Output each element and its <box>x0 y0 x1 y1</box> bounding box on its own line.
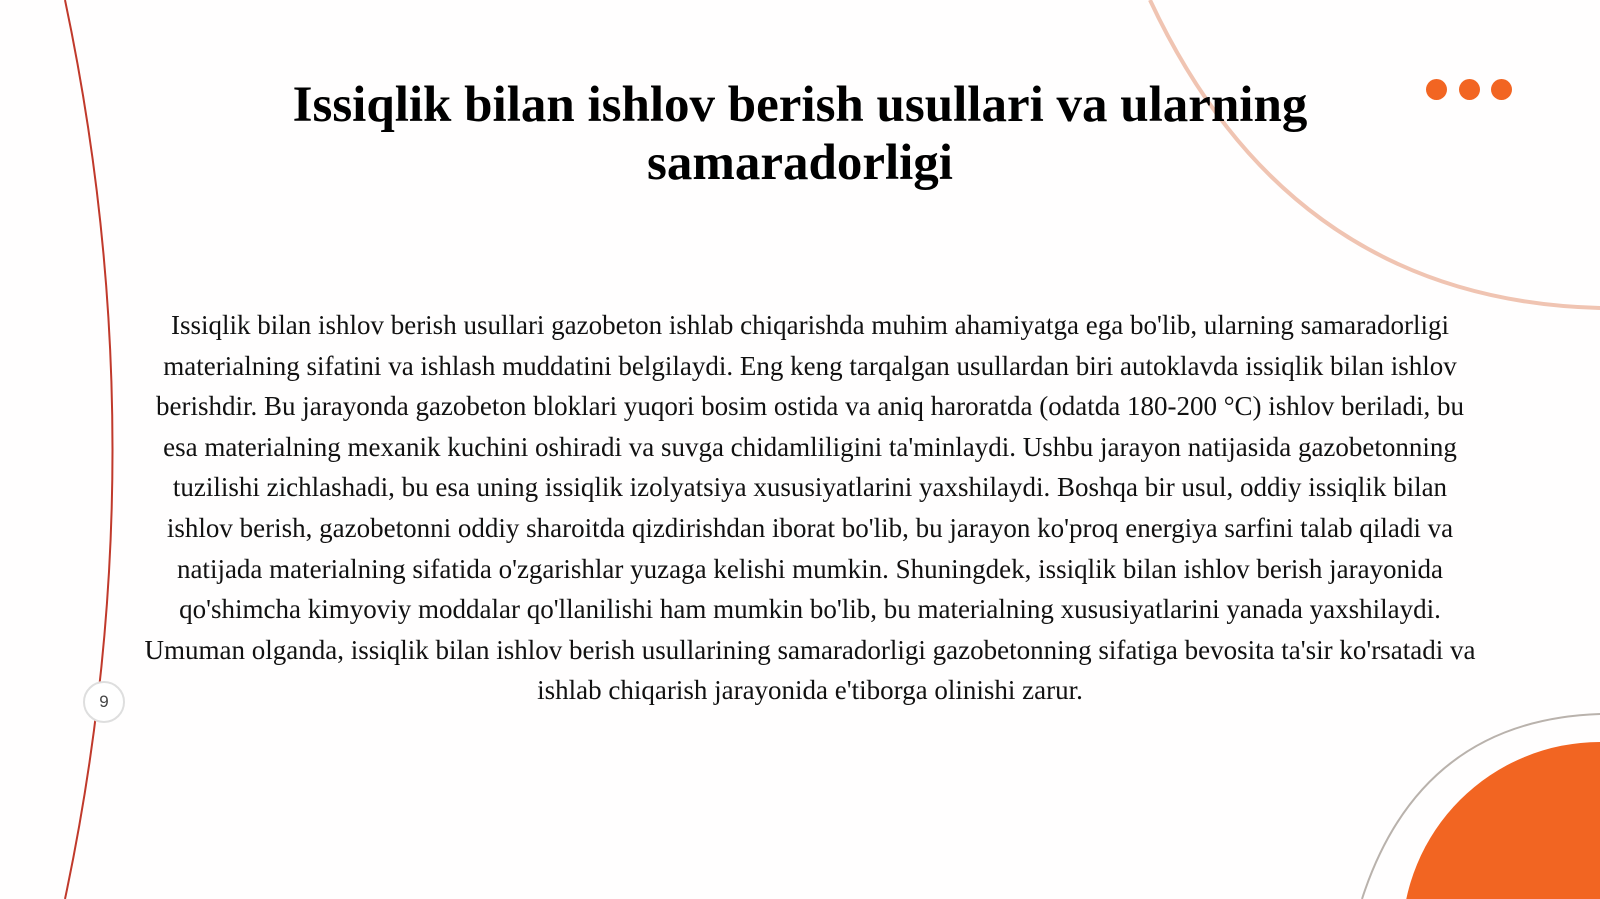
page-number-badge: 9 <box>83 681 125 723</box>
dot-icon <box>1426 79 1447 100</box>
dot-icon <box>1459 79 1480 100</box>
slide-title: Issiqlik bilan ishlov berish usullari va ularning samaradorligi <box>292 77 1308 191</box>
bottom-right-orange-circle <box>1402 742 1600 899</box>
dot-icon <box>1491 79 1512 100</box>
left-red-curve <box>65 0 113 899</box>
three-dots-decoration <box>1426 79 1512 101</box>
slide-body-text: Issiqlik bilan ishlov berish usullari gazobeton ishlab chiqarishda muhim ahamiyatga ega bo'lib, ularning samaradorligi materialning sifatini va ishlash muddatini belgilaydi. Eng keng tarqalgan usullardan biri autoklavda issiqlik bilan ishlov berishdir. Bu jarayonda gazobeton bloklari yuqori bosim ostida va aniq haroratda (odatda 180-200 °C) ishlov beriladi, bu esa materialning mexanik kuchini oshiradi va suvga chidamliligini ta'minlaydi. Ushbu jarayon natijasida gazobetonning tuzilishi zichlashadi, bu esa uning issiqlik izolyatsiya xususiyatlarini yaxshilaydi. Boshqa bir usul, oddiy issiqlik bilan ishlov berish, gazobetonni oddiy sharoitda qizdirishdan iborat bo'lib, bu jarayon ko'proq energiya sarfini talab qiladi va natijada materialning sifatida o'zgarishlar yuzaga kelishi mumkin. Shuningdek, issiqlik bilan ishlov berish jarayonida qo'shimcha kimyoviy moddalar qo'llanilishi ham mumkin bo'lib, bu materialning xususiyatlarini yanada yaxshilaydi. Umuman olganda, issiqlik bilan ishlov berish usullarining samaradorligi gazobetonning sifatiga bevosita ta'sir ko'rsatadi va ishlab chiqarish jarayonida e'tiborga olinishi zarur. <box>144 310 1476 706</box>
